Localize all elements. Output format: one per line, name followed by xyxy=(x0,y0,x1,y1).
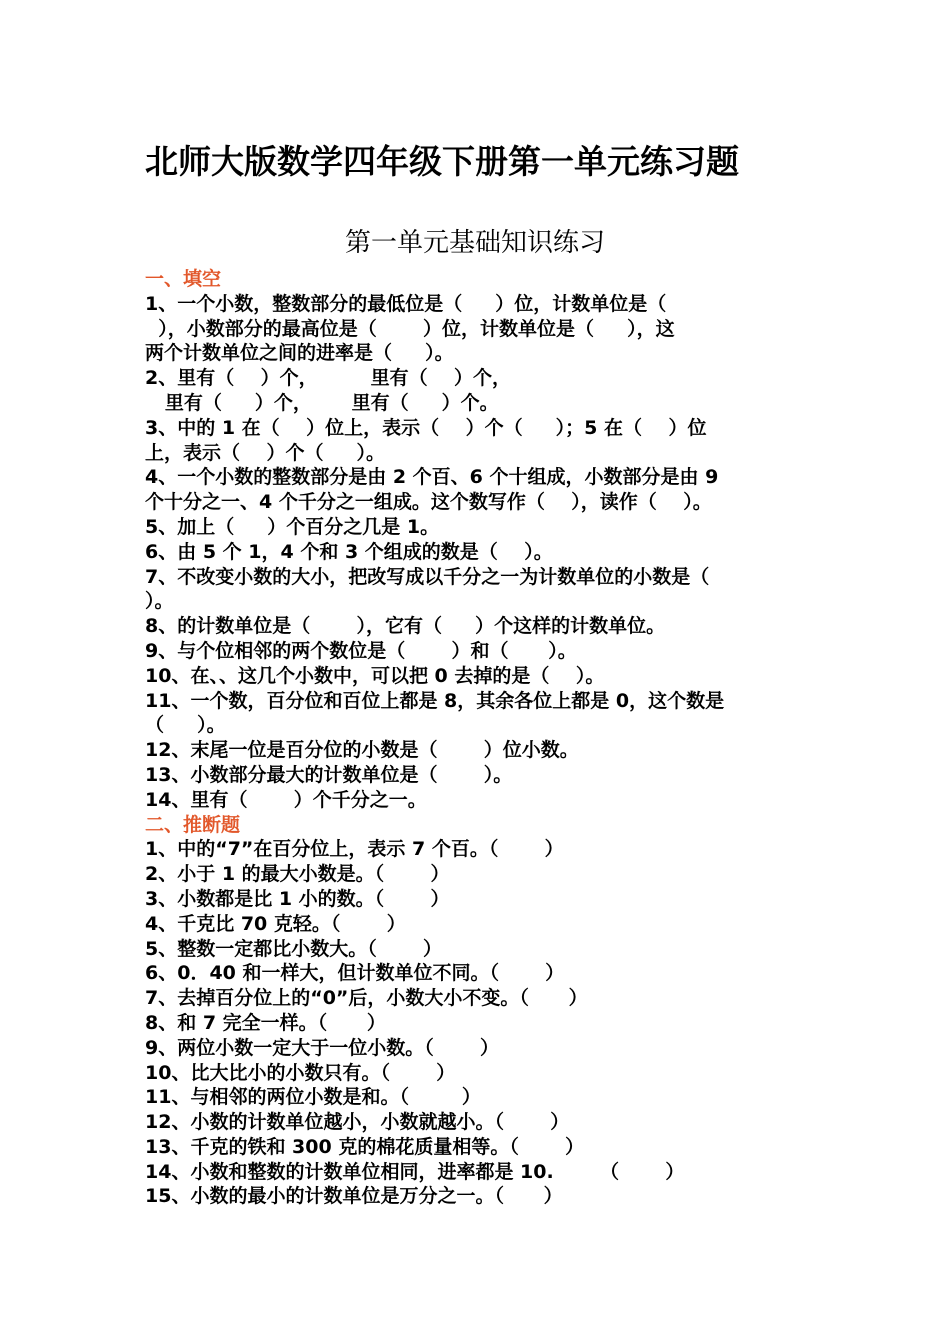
question-line: 里有（ ）个， 里有（ ）个。 xyxy=(145,391,499,414)
question-line: 个十分之一、4 个千分之一组成。这个数写作（ ），读作（ ）。 xyxy=(145,491,712,514)
question-line: 4、一个小数的整数部分是由 2 个百、6 个十组成，小数部分是由 9 xyxy=(145,466,719,489)
question-line: 10、比大比小的小数只有。（ ） xyxy=(145,1061,456,1084)
question-line: 2、小于 1 的最大小数是。（ ） xyxy=(145,863,450,886)
question-line: 8、和 7 完全一样。（ ） xyxy=(145,1011,386,1034)
question-line: 11、与相邻的两位小数是和。（ ） xyxy=(145,1086,481,1109)
question-line: 4、千克比 70 克轻。（ ） xyxy=(145,912,406,935)
question-line: 12、末尾一位是百分位的小数是（ ）位小数。 xyxy=(145,739,579,762)
question-line: 上，表示（ ）个（ ）。 xyxy=(145,441,386,464)
question-line: 两个计数单位之间的进率是（ ）。 xyxy=(145,342,454,365)
question-line: 14、小数和整数的计数单位相同，进率都是 10. （ ） xyxy=(145,1160,685,1183)
question-line: ），小数部分的最高位是（ ）位，计数单位是（ ），这 xyxy=(145,317,675,340)
question-line: 13、千克的铁和 300 克的棉花质量相等。（ ） xyxy=(145,1135,585,1158)
question-line: 5、加上（ ）个百分之几是 1。 xyxy=(145,515,440,538)
section-heading-judgment: 二、推断题 xyxy=(145,813,241,836)
question-line: 14、里有（ ）个千分之一。 xyxy=(145,788,427,811)
question-line: 3、小数都是比 1 小的数。（ ） xyxy=(145,887,450,910)
question-line: 15、小数的最小的计数单位是万分之一。（ ） xyxy=(145,1185,563,1208)
section-subtitle: 第一单元基础知识练习 xyxy=(344,228,605,258)
question-line: 10、在、、这几个小数中，可以把 0 去掉的是（ ）。 xyxy=(145,664,605,687)
question-line: 5、整数一定都比小数大。（ ） xyxy=(145,937,443,960)
question-line: 8、的计数单位是（ ），它有（ ）个这样的计数单位。 xyxy=(145,615,666,638)
question-line: 1、中的“7”在百分位上，表示 7 个百。（ ） xyxy=(145,838,564,861)
question-line: 2、里有（ ）个， 里有（ ）个， xyxy=(145,367,512,390)
question-line: 3、中的 1 在（ ）位上，表示（ ）个（ ）；5 在（ ）位 xyxy=(145,416,707,439)
question-line: 11、一个数，百分位和百位上都是 8，其余各位上都是 0，这个数是 xyxy=(145,689,725,712)
question-line: 6、由 5 个 1，4 个和 3 个组成的数是（ ）。 xyxy=(145,540,553,563)
document-title: 北师大版数学四年级下册第一单元练习题 xyxy=(145,142,739,181)
question-line: 13、小数部分最大的计数单位是（ ）。 xyxy=(145,763,513,786)
question-line: 7、去掉百分位上的“0”后，小数大小不变。（ ） xyxy=(145,987,588,1010)
question-line: 9、两位小数一定大于一位小数。（ ） xyxy=(145,1036,500,1059)
question-line: ）。 xyxy=(145,590,174,613)
question-line: 7、不改变小数的大小，把改写成以千分之一为计数单位的小数是（ xyxy=(145,565,710,588)
question-line: 1、一个小数，整数部分的最低位是（ ）位，计数单位是（ xyxy=(145,292,667,315)
exercise-content xyxy=(145,267,810,1209)
question-line: （ ）。 xyxy=(145,714,226,737)
section-heading-fill-in: 一、填空 xyxy=(145,268,222,290)
question-line: 9、与个位相邻的两个数位是（ ）和（ ）。 xyxy=(145,639,577,662)
question-line: 12、小数的计数单位越小，小数就越小。（ ） xyxy=(145,1111,570,1134)
question-line: 6、0．40 和一样大，但计数单位不同。（ ） xyxy=(145,962,565,985)
